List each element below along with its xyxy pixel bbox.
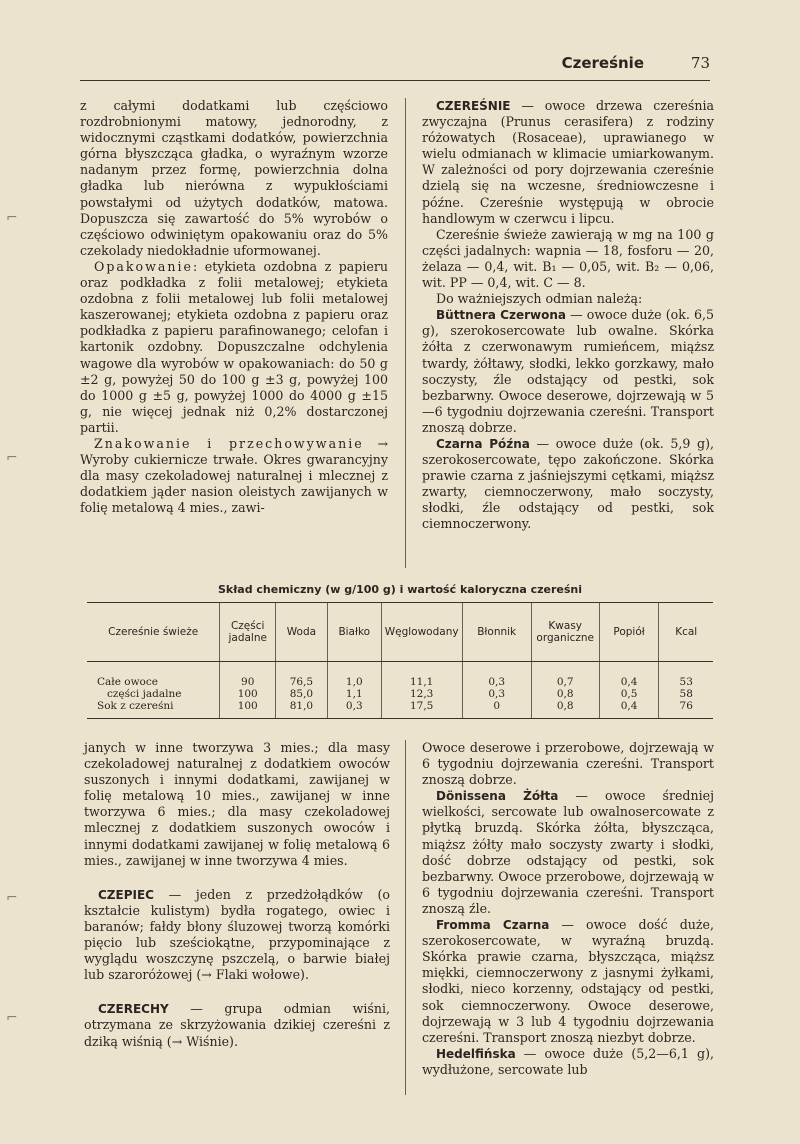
margin-mark: ⌐ — [6, 890, 18, 906]
entry-headword: CZEREŚNIE — [436, 99, 511, 113]
table-cell: 90 — [241, 676, 255, 688]
entry-czeresnie: CZEREŚNIE — owoce drzewa czereśnia zwyczajna (Prunus cerasifera) z rodziny różowatych (Rosaceae), uprawianego w wielu odmianach w klimacie umiarkowanym. W zależności od pory dojrzewania czereśnie dzielą się na wczesne, średniowczesne i późne. Czereśnie występują w obrocie handlowym w czerwcu i lipcu. — [422, 98, 714, 226]
table-cell: Całe owoce — [97, 676, 158, 688]
table-cell: 0,4 — [620, 676, 638, 688]
header-title: Czereśnie — [561, 54, 644, 72]
col-header: Białko — [327, 603, 381, 662]
col-header: Węglowodany — [381, 603, 462, 662]
table-cell: 85,0 — [289, 688, 314, 700]
table-cell: 58 — [679, 688, 693, 700]
table-title: Skład chemiczny (w g/100 g) i wartość kaloryczna czereśni — [217, 583, 583, 596]
running-header — [80, 52, 710, 81]
col-header: Woda — [276, 603, 328, 662]
right-column-bottom — [422, 740, 714, 1078]
table-cell: 0,3 — [488, 676, 506, 688]
table-header-row — [87, 603, 713, 662]
col-header: Popiół — [599, 603, 659, 662]
right-column-top — [422, 98, 714, 533]
paragraph-opakowanie: Opakowanie: etykieta ozdobna z papieru oraz podkładka z folii metalowej; etykieta ozdobna z folii metalowej lub folii metalowej kaszerowanej; etykieta ozdobna z papieru oraz podkładka z papieru parafinowanego; celofan i kartonik ozdobny. Dopuszczalne odchylenia wagowe dla wyrobów w opakowaniach: do 50 g ±2 g, powyżej 50 do 100 g ±3 g, powyżej 100 do 1000 g ±5 g, powyżej 1000 do 4000 g ±15 g, nie więcej jednak niż 0,2% dostarczonej partii. — [80, 258, 388, 435]
variety-name: Hedelfińska — [436, 1046, 516, 1061]
table-cell: 0,8 — [556, 700, 574, 712]
col-header: Czereśnie świeże — [87, 603, 220, 662]
page-number: 73 — [690, 54, 710, 72]
variety-donissena: Dönissena Żółta — owoce średniej wielkości, sercowate lub owalnosercowate z płytką bruzdą. Skórka żółta, błyszcząca, miąższ żółty mało soczysty zwarty i słodki, dość dobrze odstający od pestki, sok bezbarwny. Owoce przerobowe, dojrzewają w 6 tygodniu dojrzewania czereśni. Transport znoszą źle. — [422, 788, 714, 916]
paragraph: Owoce deserowe i przerobowe, dojrzewają w 6 tygodniu dojrzewania czereśni. Transport znoszą dobrze. — [422, 740, 714, 788]
col-header: Błonnik — [462, 603, 531, 662]
table-cell: 0,5 — [620, 688, 638, 700]
variety-name: Büttnera Czerwona — [436, 308, 566, 323]
variety-hedelfinska: Hedelfińska — owoce duże (5,2—6,1 g), wydłużone, sercowate lub — [422, 1045, 714, 1077]
table-cell: 81,0 — [289, 700, 314, 712]
left-column-top — [80, 98, 388, 516]
paragraph: z całymi dodatkami lub częściowo rozdrobnionymi matowy, jednorodny, z widocznymi cząstkami dodatków, powierzchnia górna błyszcząca gładka, o wyraźnym wzorze nadanym przez formę, powierzchnia dolna gładka lub nierówna z wypukłościami powstałymi od użytych dodatków, matowa. Dopuszcza się zawartość do 5% wyrobów o częściowo odwiniętym opakowaniu oraz do 5% czekolady niedokładnie uformowanej. — [80, 98, 388, 258]
table-cell: 0 — [493, 700, 500, 712]
col-header: Kcal — [659, 603, 713, 662]
paragraph: janych w inne tworzywa 3 mies.; dla masy czekoladowej naturalnej z dodatkiem owoców suszonych i innymi dodatkami, zawijanej w folię metalową 10 mies., zawijanej w inne tworzywa 6 mies.; dla masy czekoladowej mlecznej z dodatkiem suszonych owoców i innymi dodatkami zawijanej w folię metalową 6 mies., zawijanej w inne tworzywa 4 mies. — [84, 740, 390, 868]
variety-czarna-pozna: Czarna Późna — owoce duże (ok. 5,9 g), szerokosercowate, tępo zakończone. Skórka prawie czarna z jaśniejszymi cętkami, miąższ zwarty, ciemnoczerwony, mało soczysty, słodki, źle odstający od pestki, sok ciemnoczerwony. — [422, 435, 714, 532]
paragraph-znakowanie: Znakowanie i przechowywanie → Wyroby cukiernicze trwałe. Okres gwarancyjny dla masy czekoladowej naturalnej i mlecznej z dodatkiem jąder nasion oleistych zawijanych w folię metalową 4 mies., zawi- — [80, 435, 388, 516]
table-cell: 11,1 — [409, 676, 434, 688]
entry-czerechy: CZERECHY — grupa odmian wiśni, otrzymana ze skrzyżowania dzikiej czereśni z dziką wiśnią (→ Wiśnie). — [84, 1001, 390, 1049]
entry-headword: CZEPIEC — [98, 887, 154, 902]
table-row — [87, 662, 713, 719]
margin-mark: ⌐ — [6, 450, 18, 466]
left-column-bottom — [84, 740, 390, 1050]
paragraph: Do ważniejszych odmian należą: — [436, 291, 643, 307]
table-cell: 12,3 — [409, 688, 434, 700]
table-cell: 100 — [237, 688, 258, 700]
variety-fromma: Fromma Czarna — owoce dość duże, szerokosercowate, w wyraźną bruzdą. Skórka prawie czarna, błyszcząca, miąższ miękki, ciemnoczerwony z jasnymi żyłkami, słodki, nieco korzenny, odstający od pestki, sok ciemnoczerwony. Owoce deserowe, dojrzewają w 3 lub 4 tygodniu dojrzewania czereśni. Transport znoszą niezbyt dobrze. — [422, 917, 715, 1045]
variety-name: Fromma Czarna — [436, 918, 550, 933]
variety-buttnera: Büttnera Czerwona — owoce duże (ok. 6,5 g), szerokosercowate lub owalne. Skórka żółta z czerwonawym rumieńcem, miąższ twardy, żółtawy, słodki, lekko gorzkawy, mało soczysty, źle odstający od pestki, sok bezbarwny. Owoce deserowe, dojrzewają w 5—6 tygodniu dojrzewania czereśni. Transport znoszą dobrze. — [422, 307, 714, 435]
table-cell: 0,7 — [556, 676, 574, 688]
column-divider — [405, 740, 406, 1095]
variety-name: Dönissena Żółta — [436, 789, 559, 804]
table-cell: 76 — [679, 700, 693, 712]
table-cell: 0,3 — [345, 700, 363, 712]
table-cell: 53 — [679, 676, 693, 688]
entry-czepiec: CZEPIEC — jeden z przedżołądków (o kształcie kulistym) bydła rogatego, owiec i baranów; fałdy błony śluzowej tworzą komórki pięcio lub sześciokątne, przypominające z wyglądu woszczynę pszczelą, o barwie białej lub szaroróżowej (→ Flaki wołowe). — [84, 886, 390, 983]
composition-table — [87, 602, 713, 719]
entry-headword: CZERECHY — [98, 1002, 169, 1017]
table-cell: 17,5 — [409, 700, 434, 712]
lead-term: Opakowanie — [94, 258, 193, 274]
table-cell: 100 — [237, 700, 258, 712]
margin-mark: ⌐ — [6, 1010, 18, 1026]
table-cell: 1,1 — [345, 688, 363, 700]
table-cell: 1,0 — [345, 676, 363, 688]
table-cell: 0,3 — [488, 688, 506, 700]
variety-name: Czarna Późna — [436, 436, 530, 451]
paragraph: Czereśnie świeże zawierają w mg na 100 g części jadalnych: wapnia — 18, fosforu — 20, żelaza — 0,4, wit. B₁ — 0,05, wit. B₂ — 0,06, wit. PP — 0,4, wit. C — 8. — [422, 226, 714, 291]
table-cell: 0,4 — [620, 700, 638, 712]
table-cell: Sok z czereśni — [97, 700, 174, 712]
col-header: Kwasy organiczne — [531, 603, 599, 662]
column-divider — [405, 98, 406, 568]
col-header: Części jadalne — [220, 603, 276, 662]
margin-mark: ⌐ — [6, 210, 18, 226]
table-cell: 76,5 — [289, 676, 314, 688]
lead-term: Znakowanie i przechowywanie — [94, 435, 364, 451]
table-cell: części jadalne — [107, 688, 182, 700]
table-cell: 0,8 — [556, 688, 574, 700]
